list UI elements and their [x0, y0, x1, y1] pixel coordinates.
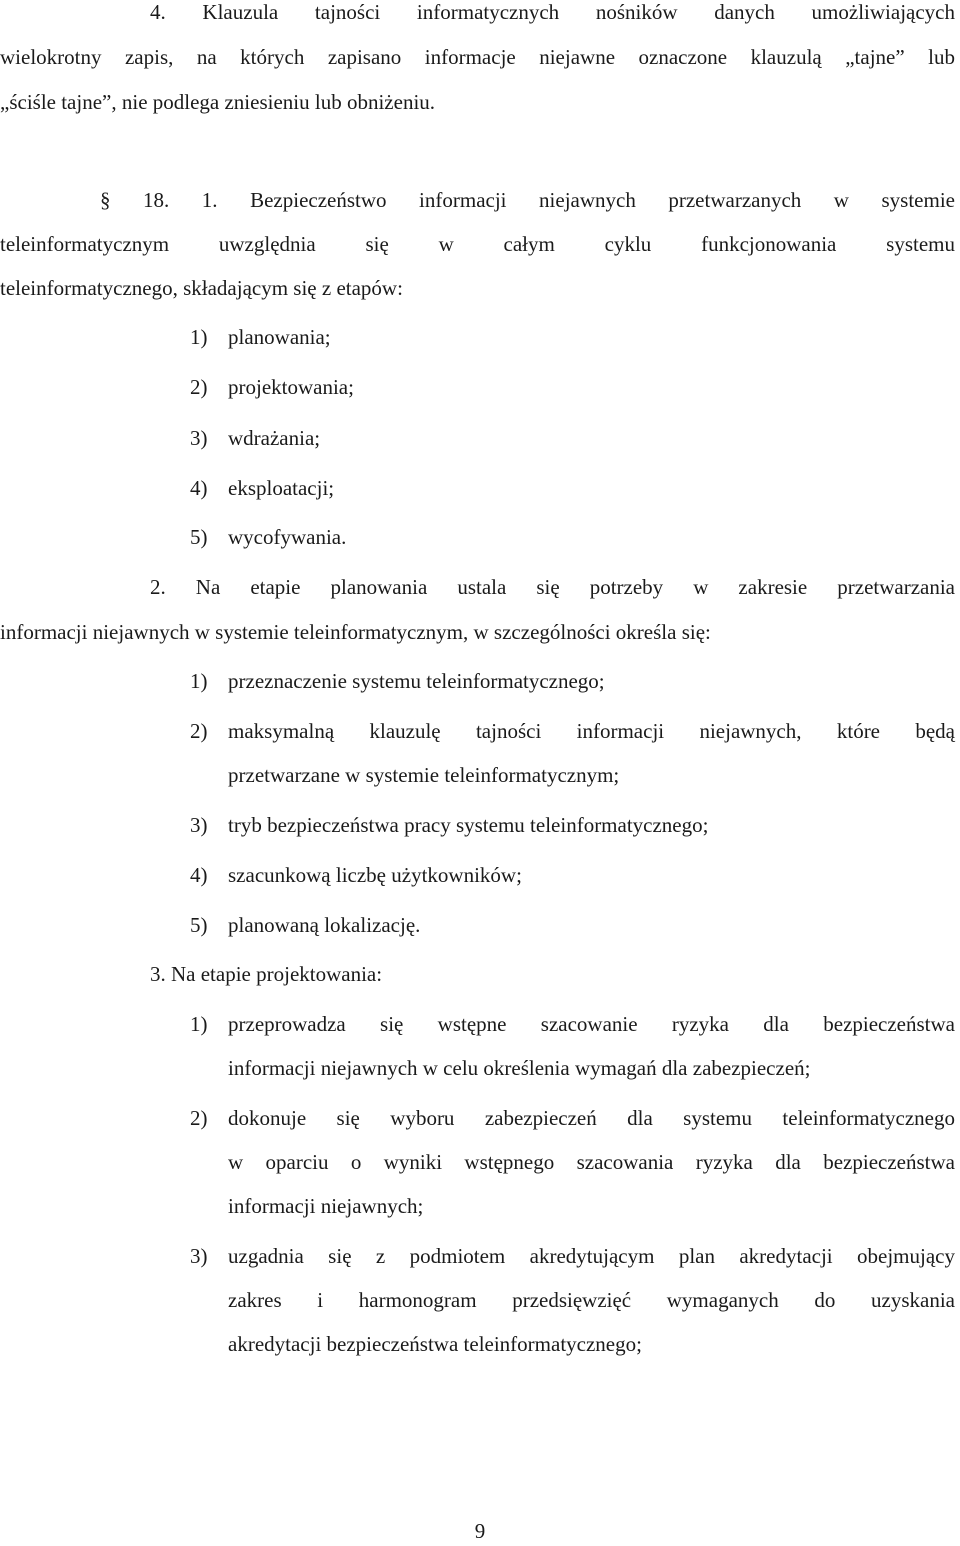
item-text: tryb bezpieczeństwa pracy systemu teleinformatycznego; — [228, 813, 709, 837]
item-number: 3) — [190, 813, 208, 837]
item-text: przeznaczenie systemu teleinformatycznego; — [228, 669, 605, 693]
clause4-line1: 4. Klauzula tajności informatycznych nośników danych umożliwiających — [150, 0, 955, 24]
planning-item-1 — [190, 666, 605, 696]
item-number: 2) — [190, 719, 208, 743]
item-text: dokonuje się wyboru zabezpieczeń dla systemu teleinformatycznego — [228, 1106, 955, 1130]
design-item-2 — [190, 1103, 955, 1133]
planning-item-3 — [190, 810, 708, 840]
stage-item-4 — [190, 473, 334, 503]
clause2-line1: 2. Na etapie planowania ustala się potrzeby w zakresie przetwarzania — [150, 575, 955, 599]
design-item-3-continuation-2: akredytacji bezpieczeństwa teleinformatycznego; — [228, 1332, 642, 1356]
item-number: 2) — [190, 1106, 208, 1130]
design-item-3-continuation-1: zakres i harmonogram przedsięwzięć wymaganych do uzyskania — [228, 1288, 955, 1312]
design-item-2-continuation-1: w oparciu o wyniki wstępnego szacowania ryzyka dla bezpieczeństwa — [228, 1150, 955, 1174]
stage-text: eksploatacji; — [228, 476, 335, 500]
clause3-line1: 3. Na etapie projektowania: — [150, 962, 383, 986]
section18-line3: teleinformatycznego, składającym się z etapów: — [0, 276, 403, 300]
item-text: szacunkową liczbę użytkowników; — [228, 863, 522, 887]
stage-item-3 — [190, 423, 320, 453]
item-number: 4) — [190, 863, 208, 887]
stage-number: 2) — [190, 375, 208, 399]
item-number: 5) — [190, 913, 208, 937]
item-text: maksymalną klauzulę tajności informacji niejawnych, które będą — [228, 719, 955, 743]
item-text: planowaną lokalizację. — [228, 913, 421, 937]
design-item-1-continuation: informacji niejawnych w celu określenia wymagań dla zabezpieczeń; — [228, 1056, 811, 1080]
design-item-1 — [190, 1009, 955, 1039]
stage-item-1 — [190, 322, 331, 352]
item-number: 1) — [190, 1012, 208, 1036]
stage-text: planowania; — [228, 325, 331, 349]
page-number: 9 — [474, 1519, 486, 1543]
item-number: 1) — [190, 669, 208, 693]
section18-line1: § 18. 1. Bezpieczeństwo informacji niejawnych przetwarzanych w systemie — [100, 188, 955, 212]
item-number: 3) — [190, 1244, 208, 1268]
clause2-line2: informacji niejawnych w systemie teleinformatycznym, w szczególności określa się: — [0, 620, 711, 644]
item-text: przeprowadza się wstępne szacowanie ryzyka dla bezpieczeństwa — [228, 1012, 955, 1036]
design-item-2-continuation-2: informacji niejawnych; — [228, 1194, 424, 1218]
stage-number: 5) — [190, 525, 208, 549]
item-text: uzgadnia się z podmiotem akredytującym plan akredytacji obejmujący — [228, 1244, 955, 1268]
stage-item-2 — [190, 372, 354, 402]
planning-item-5 — [190, 910, 420, 940]
design-item-3 — [190, 1241, 955, 1271]
stage-number: 1) — [190, 325, 208, 349]
planning-item-2 — [190, 716, 955, 746]
stage-item-5 — [190, 522, 346, 552]
planning-item-4 — [190, 860, 522, 890]
clause4-line2: wielokrotny zapis, na których zapisano informacje niejawne oznaczone klauzulą „tajne” lub — [0, 45, 955, 69]
stage-number: 3) — [190, 426, 208, 450]
stage-text: wdrażania; — [228, 426, 321, 450]
clause4-line3: „ściśle tajne”, nie podlega zniesieniu lub obniżeniu. — [0, 90, 436, 114]
section18-line2: teleinformatycznym uwzględnia się w całym cyklu funkcjonowania systemu — [0, 232, 955, 256]
planning-item-2-continuation: przetwarzane w systemie teleinformatycznym; — [228, 763, 620, 787]
stage-text: projektowania; — [228, 375, 354, 399]
stage-number: 4) — [190, 476, 208, 500]
stage-text: wycofywania. — [228, 525, 347, 549]
